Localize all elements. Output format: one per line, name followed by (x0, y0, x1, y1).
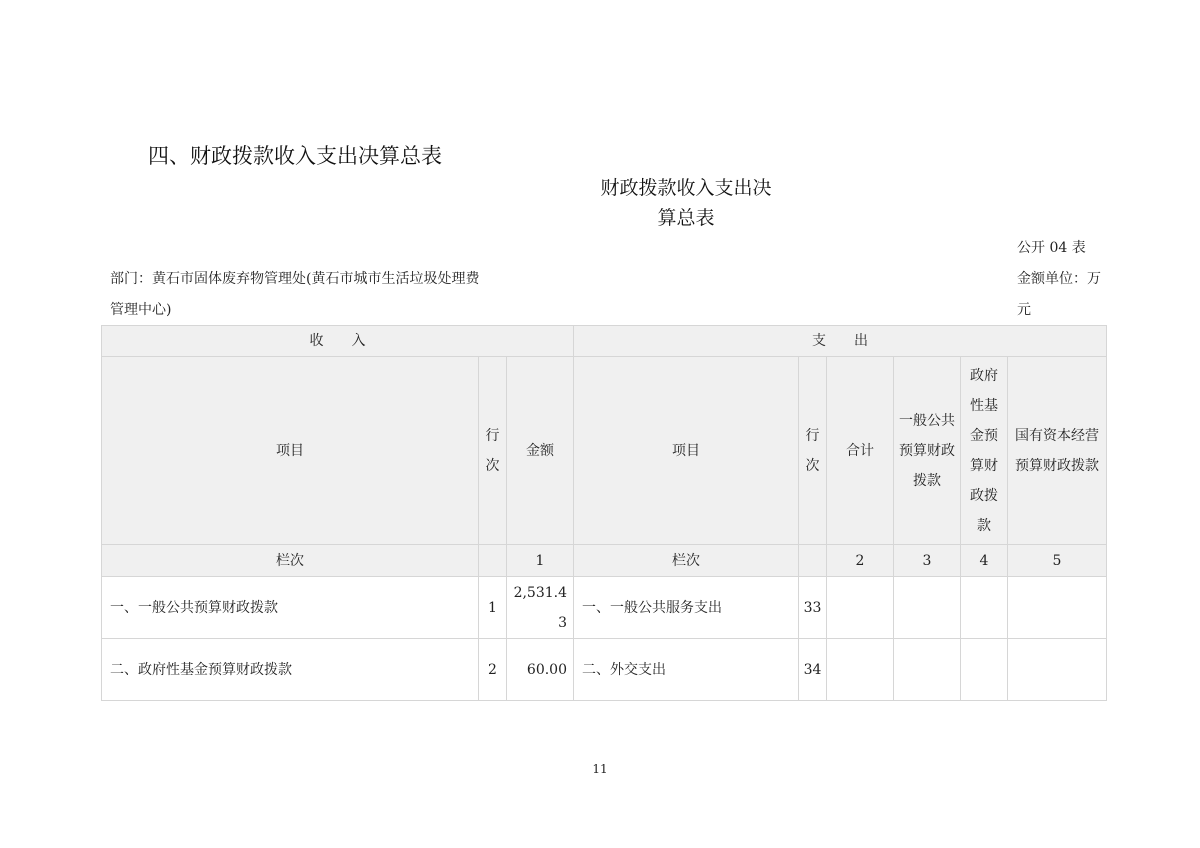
index-state-capital: 5 (1008, 545, 1107, 577)
col-income-row-no: 行次 (479, 357, 507, 545)
state-capital-cell (1008, 639, 1107, 701)
general-budget-cell (894, 639, 961, 701)
gov-fund-cell (961, 639, 1008, 701)
income-amount: 2,531.43 (507, 577, 574, 639)
income-group-header: 收 入 (102, 326, 574, 357)
page-number: 11 (592, 762, 608, 776)
income-row-no: 1 (479, 577, 507, 639)
col-gov-fund: 政府性基金预算财政拨款 (961, 357, 1008, 545)
table-title-line2: 算总表 (657, 207, 715, 229)
total-cell (827, 639, 894, 701)
income-item: 二、政府性基金预算财政拨款 (102, 639, 479, 701)
budget-table (101, 325, 1107, 701)
expense-item: 一、一般公共服务支出 (574, 577, 799, 639)
index-general-budget: 3 (894, 545, 961, 577)
table-group-header-row (102, 326, 1107, 357)
col-income-item: 项目 (102, 357, 479, 545)
expense-group-header: 支 出 (574, 326, 1107, 357)
index-expense-row-no (799, 545, 827, 577)
state-capital-cell (1008, 577, 1107, 639)
index-income-row-no (479, 545, 507, 577)
index-expense-label: 栏次 (574, 545, 799, 577)
col-general-budget: 一般公共预算财政拨款 (894, 357, 961, 545)
income-amount: 60.00 (507, 639, 574, 701)
table-row (102, 577, 1107, 639)
department-label: 部门：黄石市固体废弃物管理处(黄石市城市生活垃圾处理费管理中心) (110, 271, 480, 318)
col-total: 合计 (827, 357, 894, 545)
col-state-capital: 国有资本经营预算财政拨款 (1008, 357, 1107, 545)
general-budget-cell (894, 577, 961, 639)
index-row (102, 545, 1107, 577)
unit-label: 金额单位：万元 (1017, 271, 1101, 318)
table-column-header-row (102, 357, 1107, 545)
total-cell (827, 577, 894, 639)
table-row (102, 639, 1107, 701)
table-title-line1: 财政拨款收入支出决 (600, 177, 772, 199)
index-total: 2 (827, 545, 894, 577)
expense-item: 二、外交支出 (574, 639, 799, 701)
index-income-label: 栏次 (102, 545, 479, 577)
form-code: 公开 04 表 (1017, 240, 1086, 256)
income-row-no: 2 (479, 639, 507, 701)
expense-row-no: 33 (799, 577, 827, 639)
form-meta (1017, 233, 1103, 326)
table-title (570, 173, 802, 233)
expense-row-no: 34 (799, 639, 827, 701)
col-income-amount: 金额 (507, 357, 574, 545)
income-item: 一、一般公共预算财政拨款 (102, 577, 479, 639)
col-expense-item: 项目 (574, 357, 799, 545)
col-expense-row-no: 行次 (799, 357, 827, 545)
index-gov-fund: 4 (961, 545, 1008, 577)
gov-fund-cell (961, 577, 1008, 639)
index-income-amount: 1 (507, 545, 574, 577)
section-heading: 四、财政拨款收入支出决算总表 (148, 144, 442, 168)
